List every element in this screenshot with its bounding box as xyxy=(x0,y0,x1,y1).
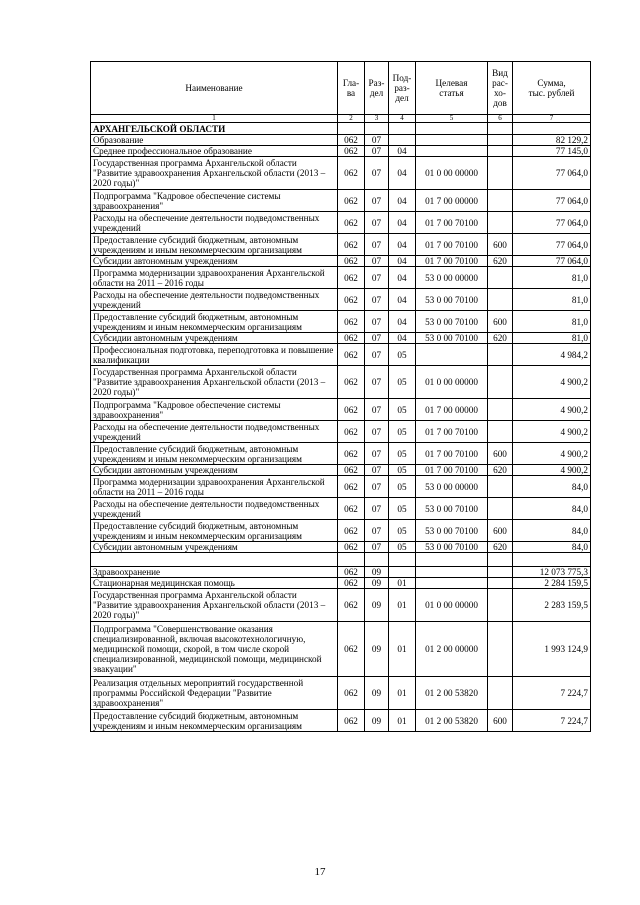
cell-podrazdel: 05 xyxy=(389,465,416,476)
cell-name: Субсидии автономным учреждениям xyxy=(91,465,338,476)
table-row xyxy=(91,589,591,622)
cell-expense-type: 600 xyxy=(488,311,513,333)
header-expense-type: Вид рас- хо- дов xyxy=(488,62,513,115)
cell-sum xyxy=(513,553,591,567)
cell-podrazdel: 01 xyxy=(389,622,416,677)
cell-name: Предоставление субсидий бюджетным, автономным учреждениям и иным некоммерческим организациям xyxy=(91,710,338,732)
cell-podrazdel: 05 xyxy=(389,443,416,465)
cell-sum: 4 900,2 xyxy=(513,421,591,443)
cell-expense-type xyxy=(488,267,513,289)
column-number: 7 xyxy=(513,115,591,123)
cell-target-article: 01 2 00 00000 xyxy=(416,622,488,677)
cell-glava: 062 xyxy=(338,234,365,256)
cell-sum: 84,0 xyxy=(513,476,591,498)
cell-target-article: 53 0 00 70100 xyxy=(416,542,488,553)
cell-glava: 062 xyxy=(338,443,365,465)
cell-name xyxy=(91,553,338,567)
table-row xyxy=(91,366,591,399)
cell-sum: 4 900,2 xyxy=(513,465,591,476)
cell-glava: 062 xyxy=(338,366,365,399)
cell-podrazdel: 04 xyxy=(389,190,416,212)
cell-glava: 062 xyxy=(338,421,365,443)
cell-podrazdel xyxy=(389,553,416,567)
cell-sum: 84,0 xyxy=(513,520,591,542)
cell-name: Предоставление субсидий бюджетным, автономным учреждениям и иным некоммерческим организациям xyxy=(91,311,338,333)
cell-target-article: 01 2 00 53820 xyxy=(416,710,488,732)
cell-podrazdel: 04 xyxy=(389,256,416,267)
cell-expense-type: 620 xyxy=(488,256,513,267)
cell-sum: 77 064,0 xyxy=(513,234,591,256)
cell-expense-type xyxy=(488,622,513,677)
cell-razdel: 07 xyxy=(365,146,389,157)
cell-sum xyxy=(513,123,591,135)
cell-glava: 062 xyxy=(338,520,365,542)
cell-sum: 81,0 xyxy=(513,311,591,333)
cell-razdel: 09 xyxy=(365,567,389,578)
cell-sum: 1 993 124,9 xyxy=(513,622,591,677)
table-row xyxy=(91,677,591,710)
column-number: 4 xyxy=(389,115,416,123)
column-number-row xyxy=(91,115,591,123)
table-body xyxy=(91,123,591,732)
cell-name: Программа модернизации здравоохранения Архангельской области на 2011 – 2016 годы xyxy=(91,476,338,498)
cell-razdel: 07 xyxy=(365,421,389,443)
cell-sum: 4 900,2 xyxy=(513,399,591,421)
cell-glava xyxy=(338,553,365,567)
cell-target-article: 01 7 00 70100 xyxy=(416,465,488,476)
cell-razdel: 07 xyxy=(365,498,389,520)
cell-razdel: 07 xyxy=(365,520,389,542)
cell-sum: 7 224,7 xyxy=(513,710,591,732)
cell-expense-type: 600 xyxy=(488,520,513,542)
cell-name: Предоставление субсидий бюджетным, автономным учреждениям и иным некоммерческим организациям xyxy=(91,520,338,542)
cell-sum: 81,0 xyxy=(513,333,591,344)
cell-name: АРХАНГЕЛЬСКОЙ ОБЛАСТИ xyxy=(91,123,338,135)
cell-razdel: 07 xyxy=(365,256,389,267)
cell-expense-type: 620 xyxy=(488,465,513,476)
cell-podrazdel xyxy=(389,567,416,578)
cell-podrazdel: 01 xyxy=(389,677,416,710)
cell-podrazdel: 04 xyxy=(389,333,416,344)
cell-razdel: 07 xyxy=(365,399,389,421)
cell-name: Государственная программа Архангельской области "Развитие здравоохранения Архангельской области (2013 – 2020 годы)" xyxy=(91,589,338,622)
cell-glava: 062 xyxy=(338,311,365,333)
cell-glava: 062 xyxy=(338,344,365,366)
cell-expense-type: 620 xyxy=(488,542,513,553)
cell-sum: 77 064,0 xyxy=(513,256,591,267)
cell-expense-type xyxy=(488,476,513,498)
cell-razdel: 07 xyxy=(365,190,389,212)
table-row xyxy=(91,157,591,190)
cell-target-article: 01 0 00 00000 xyxy=(416,157,488,190)
cell-razdel xyxy=(365,553,389,567)
cell-podrazdel: 01 xyxy=(389,710,416,732)
page-number: 17 xyxy=(314,866,326,878)
cell-podrazdel: 05 xyxy=(389,476,416,498)
cell-podrazdel xyxy=(389,123,416,135)
cell-podrazdel: 01 xyxy=(389,578,416,589)
cell-glava: 062 xyxy=(338,677,365,710)
cell-podrazdel xyxy=(389,135,416,146)
cell-expense-type xyxy=(488,578,513,589)
cell-name: Субсидии автономным учреждениям xyxy=(91,256,338,267)
cell-target-article: 01 7 00 00000 xyxy=(416,399,488,421)
cell-glava: 062 xyxy=(338,190,365,212)
cell-name: Образование xyxy=(91,135,338,146)
cell-razdel: 07 xyxy=(365,311,389,333)
header-sum: Сумма, тыс. рублей xyxy=(513,62,591,115)
cell-razdel: 07 xyxy=(365,443,389,465)
cell-podrazdel: 05 xyxy=(389,421,416,443)
cell-glava: 062 xyxy=(338,333,365,344)
cell-sum: 77 064,0 xyxy=(513,212,591,234)
cell-target-article: 53 0 00 00000 xyxy=(416,476,488,498)
cell-podrazdel: 05 xyxy=(389,498,416,520)
table-row xyxy=(91,289,591,311)
cell-name: Подпрограмма "Кадровое обеспечение системы здравоохранения" xyxy=(91,190,338,212)
cell-name: Здравоохранение xyxy=(91,567,338,578)
cell-expense-type xyxy=(488,553,513,567)
table-row xyxy=(91,135,591,146)
cell-sum: 4 900,2 xyxy=(513,366,591,399)
cell-target-article: 53 0 00 70100 xyxy=(416,498,488,520)
cell-podrazdel: 05 xyxy=(389,399,416,421)
cell-target-article: 01 7 00 70100 xyxy=(416,212,488,234)
cell-name: Государственная программа Архангельской области "Развитие здравоохранения Архангельской области (2013 – 2020 годы)" xyxy=(91,366,338,399)
table-row xyxy=(91,190,591,212)
budget-table xyxy=(90,61,591,732)
cell-sum: 4 900,2 xyxy=(513,443,591,465)
cell-target-article: 53 0 00 70100 xyxy=(416,311,488,333)
header-podrazdel: Под- раз- дел xyxy=(389,62,416,115)
table-row xyxy=(91,344,591,366)
cell-name: Предоставление субсидий бюджетным, автономным учреждениям и иным некоммерческим организациям xyxy=(91,443,338,465)
cell-glava: 062 xyxy=(338,589,365,622)
table-row xyxy=(91,146,591,157)
cell-expense-type xyxy=(488,399,513,421)
cell-razdel: 07 xyxy=(365,344,389,366)
cell-sum: 77 064,0 xyxy=(513,190,591,212)
cell-name: Реализация отдельных мероприятий государственной программы Российской Федерации "Развитие здравоохранения" xyxy=(91,677,338,710)
cell-target-article: 01 0 00 00000 xyxy=(416,366,488,399)
cell-expense-type xyxy=(488,498,513,520)
cell-sum: 84,0 xyxy=(513,542,591,553)
cell-glava: 062 xyxy=(338,710,365,732)
column-number: 3 xyxy=(365,115,389,123)
cell-razdel: 09 xyxy=(365,589,389,622)
cell-razdel: 07 xyxy=(365,476,389,498)
cell-podrazdel: 05 xyxy=(389,542,416,553)
cell-sum: 81,0 xyxy=(513,289,591,311)
cell-glava: 062 xyxy=(338,212,365,234)
cell-glava: 062 xyxy=(338,622,365,677)
table-row xyxy=(91,542,591,553)
cell-glava: 062 xyxy=(338,567,365,578)
cell-expense-type xyxy=(488,190,513,212)
cell-podrazdel: 04 xyxy=(389,289,416,311)
cell-sum: 77 064,0 xyxy=(513,157,591,190)
cell-podrazdel: 04 xyxy=(389,311,416,333)
table-row xyxy=(91,234,591,256)
table-row xyxy=(91,256,591,267)
cell-glava: 062 xyxy=(338,542,365,553)
cell-expense-type xyxy=(488,146,513,157)
cell-sum: 2 284 159,5 xyxy=(513,578,591,589)
cell-expense-type xyxy=(488,589,513,622)
cell-expense-type: 600 xyxy=(488,234,513,256)
cell-name: Субсидии автономным учреждениям xyxy=(91,333,338,344)
table-row xyxy=(91,567,591,578)
cell-name: Среднее профессиональное образование xyxy=(91,146,338,157)
cell-target-article xyxy=(416,146,488,157)
cell-target-article: 01 7 00 70100 xyxy=(416,234,488,256)
cell-target-article xyxy=(416,578,488,589)
cell-podrazdel: 04 xyxy=(389,234,416,256)
table-row xyxy=(91,421,591,443)
cell-sum: 81,0 xyxy=(513,267,591,289)
table-row xyxy=(91,311,591,333)
cell-razdel: 09 xyxy=(365,710,389,732)
cell-name: Расходы на обеспечение деятельности подведомственных учреждений xyxy=(91,212,338,234)
header-razdel: Раз- дел xyxy=(365,62,389,115)
cell-podrazdel: 04 xyxy=(389,157,416,190)
cell-target-article: 53 0 00 00000 xyxy=(416,267,488,289)
cell-expense-type xyxy=(488,677,513,710)
cell-razdel: 09 xyxy=(365,622,389,677)
cell-glava: 062 xyxy=(338,399,365,421)
cell-glava: 062 xyxy=(338,289,365,311)
table-row xyxy=(91,578,591,589)
cell-razdel: 09 xyxy=(365,578,389,589)
column-number: 2 xyxy=(338,115,365,123)
cell-razdel: 07 xyxy=(365,234,389,256)
cell-razdel: 07 xyxy=(365,212,389,234)
cell-razdel: 07 xyxy=(365,465,389,476)
cell-glava xyxy=(338,123,365,135)
cell-glava: 062 xyxy=(338,146,365,157)
cell-sum: 2 283 159,5 xyxy=(513,589,591,622)
cell-name: Расходы на обеспечение деятельности подведомственных учреждений xyxy=(91,498,338,520)
cell-glava: 062 xyxy=(338,476,365,498)
cell-name: Подпрограмма "Совершенствование оказания специализированной, включая высокотехнологичную, медицинской помощи, скорой, в том числе скорой специализированной, медицинской помощи, медицинской эвакуации" xyxy=(91,622,338,677)
cell-razdel: 07 xyxy=(365,542,389,553)
table-row xyxy=(91,333,591,344)
cell-target-article xyxy=(416,123,488,135)
cell-name: Расходы на обеспечение деятельности подведомственных учреждений xyxy=(91,421,338,443)
cell-glava: 062 xyxy=(338,256,365,267)
cell-name: Подпрограмма "Кадровое обеспечение системы здравоохранения" xyxy=(91,399,338,421)
table-row xyxy=(91,443,591,465)
cell-target-article: 01 7 00 70100 xyxy=(416,256,488,267)
cell-glava: 062 xyxy=(338,465,365,476)
table-row xyxy=(91,212,591,234)
cell-name: Предоставление субсидий бюджетным, автономным учреждениям и иным некоммерческим организациям xyxy=(91,234,338,256)
cell-razdel: 07 xyxy=(365,289,389,311)
cell-expense-type xyxy=(488,212,513,234)
cell-name: Программа модернизации здравоохранения Архангельской области на 2011 – 2016 годы xyxy=(91,267,338,289)
cell-name: Государственная программа Архангельской области "Развитие здравоохранения Архангельской области (2013 – 2020 годы)" xyxy=(91,157,338,190)
cell-target-article: 01 7 00 70100 xyxy=(416,443,488,465)
cell-name: Стационарная медицинская помощь xyxy=(91,578,338,589)
cell-razdel: 07 xyxy=(365,135,389,146)
cell-expense-type xyxy=(488,157,513,190)
cell-target-article: 53 0 00 70100 xyxy=(416,333,488,344)
cell-podrazdel: 01 xyxy=(389,589,416,622)
cell-expense-type: 620 xyxy=(488,333,513,344)
cell-expense-type xyxy=(488,366,513,399)
cell-expense-type xyxy=(488,567,513,578)
cell-podrazdel: 05 xyxy=(389,366,416,399)
column-number: 1 xyxy=(91,115,338,123)
header-glava: Гла- ва xyxy=(338,62,365,115)
cell-razdel xyxy=(365,123,389,135)
cell-razdel: 07 xyxy=(365,157,389,190)
cell-podrazdel: 04 xyxy=(389,146,416,157)
table-row xyxy=(91,399,591,421)
cell-target-article xyxy=(416,553,488,567)
cell-podrazdel: 05 xyxy=(389,520,416,542)
table-row xyxy=(91,520,591,542)
header-row xyxy=(91,62,591,115)
header-target-article: Целевая статья xyxy=(416,62,488,115)
table-row xyxy=(91,267,591,289)
cell-target-article: 01 0 00 00000 xyxy=(416,589,488,622)
header-name: Наименование xyxy=(91,62,338,115)
cell-glava: 062 xyxy=(338,578,365,589)
cell-target-article xyxy=(416,344,488,366)
cell-expense-type: 600 xyxy=(488,710,513,732)
cell-glava: 062 xyxy=(338,498,365,520)
cell-sum: 84,0 xyxy=(513,498,591,520)
cell-target-article: 01 2 00 53820 xyxy=(416,677,488,710)
cell-target-article xyxy=(416,567,488,578)
cell-name: Профессиональная подготовка, переподготовка и повышение квалификации xyxy=(91,344,338,366)
cell-razdel: 09 xyxy=(365,677,389,710)
cell-podrazdel: 05 xyxy=(389,344,416,366)
cell-glava: 062 xyxy=(338,157,365,190)
cell-razdel: 07 xyxy=(365,366,389,399)
cell-target-article: 53 0 00 70100 xyxy=(416,520,488,542)
cell-sum: 77 145,0 xyxy=(513,146,591,157)
cell-sum: 82 129,2 xyxy=(513,135,591,146)
cell-glava: 062 xyxy=(338,135,365,146)
cell-expense-type: 600 xyxy=(488,443,513,465)
cell-expense-type xyxy=(488,135,513,146)
column-number: 5 xyxy=(416,115,488,123)
table-row xyxy=(91,498,591,520)
cell-expense-type xyxy=(488,344,513,366)
cell-podrazdel: 04 xyxy=(389,212,416,234)
cell-name: Расходы на обеспечение деятельности подведомственных учреждений xyxy=(91,289,338,311)
cell-podrazdel: 04 xyxy=(389,267,416,289)
cell-target-article: 53 0 00 70100 xyxy=(416,289,488,311)
cell-target-article: 01 7 00 70100 xyxy=(416,421,488,443)
cell-sum: 7 224,7 xyxy=(513,677,591,710)
table-row xyxy=(91,123,591,135)
cell-sum: 12 073 775,3 xyxy=(513,567,591,578)
table-row xyxy=(91,622,591,677)
cell-razdel: 07 xyxy=(365,267,389,289)
cell-name: Субсидии автономным учреждениям xyxy=(91,542,338,553)
budget-table-sheet xyxy=(90,61,590,732)
table-row xyxy=(91,710,591,732)
column-number: 6 xyxy=(488,115,513,123)
cell-sum: 4 984,2 xyxy=(513,344,591,366)
table-row xyxy=(91,553,591,567)
cell-expense-type xyxy=(488,123,513,135)
cell-expense-type xyxy=(488,421,513,443)
cell-glava: 062 xyxy=(338,267,365,289)
cell-expense-type xyxy=(488,289,513,311)
table-row xyxy=(91,476,591,498)
table-row xyxy=(91,465,591,476)
cell-razdel: 07 xyxy=(365,333,389,344)
cell-target-article: 01 7 00 00000 xyxy=(416,190,488,212)
cell-target-article xyxy=(416,135,488,146)
